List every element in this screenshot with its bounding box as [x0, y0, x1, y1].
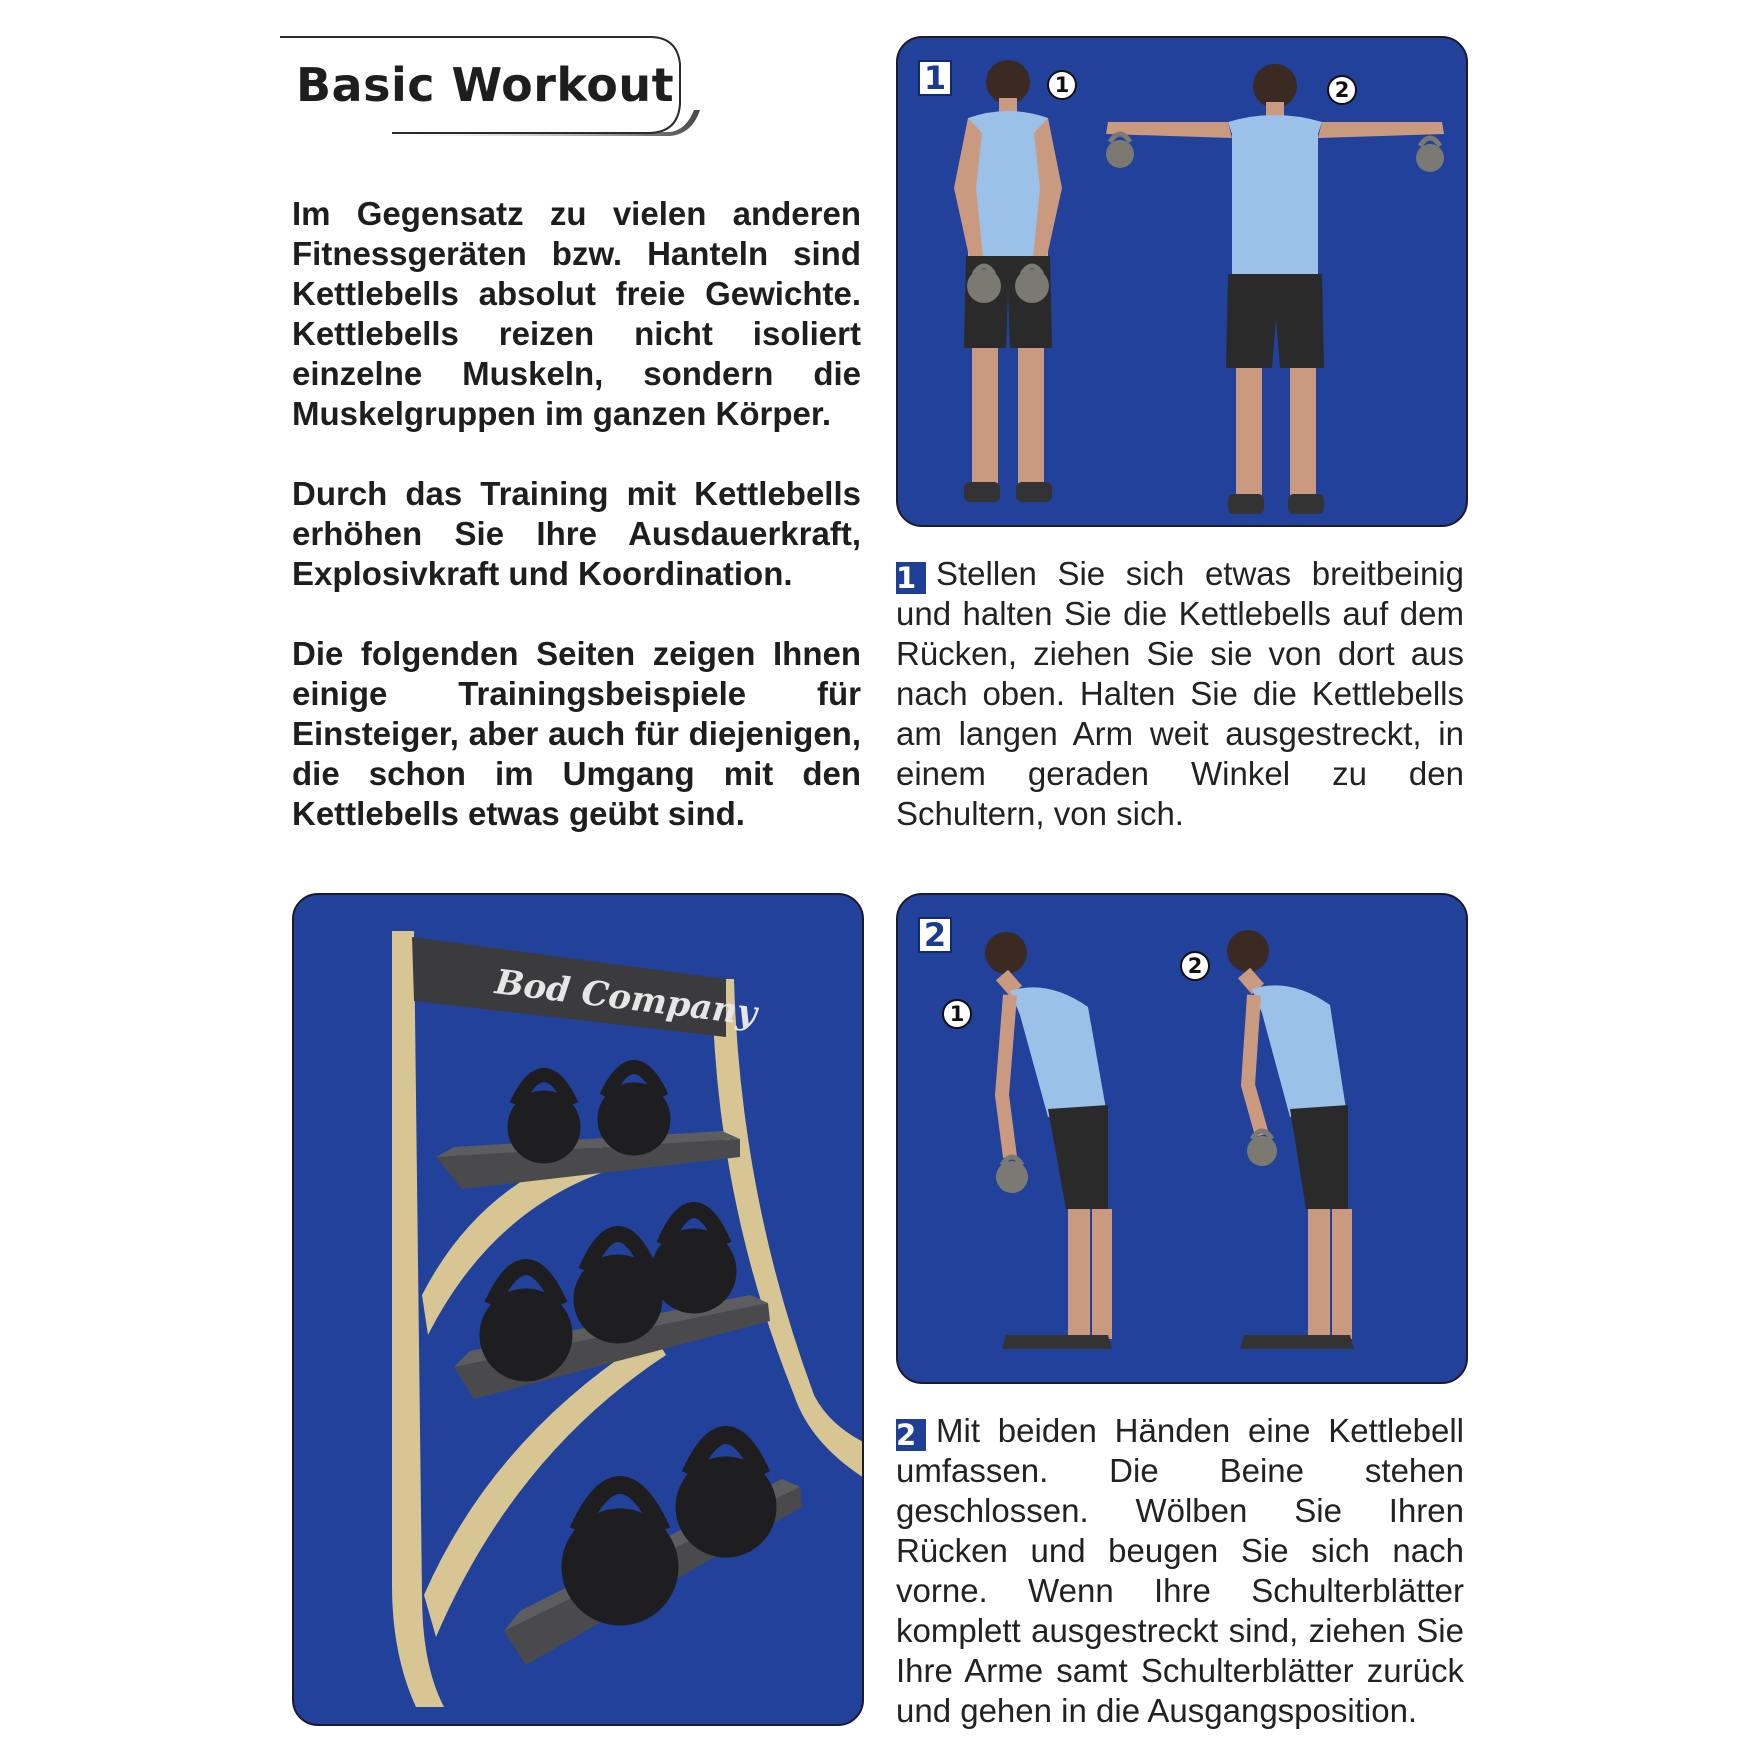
step-2-inline-badge: 2: [896, 1419, 926, 1451]
step-1-marker-1: 1: [1047, 70, 1077, 100]
step-1-inline-badge: 1: [896, 562, 926, 594]
kettlebell-icon: [508, 1075, 580, 1163]
step-1-description: Stellen Sie sich etwas breitbeinig und halten Sie die Kettlebells auf dem Rücken, ziehen Sie sie von dort aus nach oben. Halten Sie die Kettlebells am langen Arm weit ausgestreckt, in einem geraden Winkel zu den Schultern, von sich.: [896, 555, 1464, 832]
kettlebell-icon: [598, 1067, 670, 1155]
step-1-marker-2: 2: [1327, 75, 1357, 105]
step-1-illustration: [898, 38, 1466, 525]
kettlebell-icon: [480, 1267, 572, 1381]
kettlebell-icon: [562, 1485, 678, 1625]
kettlebell-icon: [574, 1234, 662, 1343]
page-title: Basic Workout: [296, 58, 675, 112]
rack-logo-text: Bod Company: [492, 962, 759, 1034]
intro-paragraph-1: Im Gegensatz zu vielen anderen Fitnessgeräten bzw. Hanteln sind Kettlebells absolut freie Gewichte. Kettlebells reizen nicht isoliert einzelne Muskeln, sondern die Muskelgruppen im ganzen Körper.: [292, 195, 861, 432]
athlete-bent-over-icon: [985, 932, 1112, 1349]
athlete-row-pull-icon: [1227, 930, 1354, 1349]
step-2-description: Mit beiden Händen eine Kettlebell umfassen. Die Beine stehen geschlossen. Wölben Sie Ihren Rücken und beugen Sie sich nach vorne. Wenn Ihre Schulterblätter komplett ausgestreckt sind, ziehen Sie Ihre Arme samt Schulterblätter zurück und gehen in die Ausgangsposition.: [896, 1412, 1464, 1729]
step-2-badge: 2: [918, 917, 952, 953]
step-1-badge: 1: [918, 60, 952, 96]
title-tab: [280, 36, 700, 139]
kettlebell-rack-photo-panel: [292, 893, 864, 1726]
step-1-photo-panel: [896, 36, 1468, 527]
step-2-marker-1: 1: [942, 999, 972, 1029]
intro-paragraph-2: Durch das Training mit Kettlebells erhöhen Sie Ihre Ausdauerkraft, Explosivkraft und Koordination.: [292, 475, 861, 592]
intro-paragraph-3: Die folgenden Seiten zeigen Ihnen einige Trainingsbeispiele für Einsteiger, aber auch für diejenigen, die schon im Umgang mit den Kettlebells etwas geübt sind.: [292, 635, 861, 832]
athlete-back-view-icon: [954, 60, 1062, 502]
kettlebell-icon: [676, 1435, 776, 1557]
step-2-marker-2: 2: [1180, 951, 1210, 981]
intro-text: [292, 194, 861, 834]
step-2-photo-panel: [896, 893, 1468, 1384]
kettlebell-icon: [652, 1210, 736, 1313]
kettlebell-rack-illustration: [294, 895, 862, 1724]
step-2-text: [896, 1411, 1464, 1731]
step-1-text: [896, 554, 1464, 834]
athlete-arms-out-icon: [1106, 64, 1444, 514]
